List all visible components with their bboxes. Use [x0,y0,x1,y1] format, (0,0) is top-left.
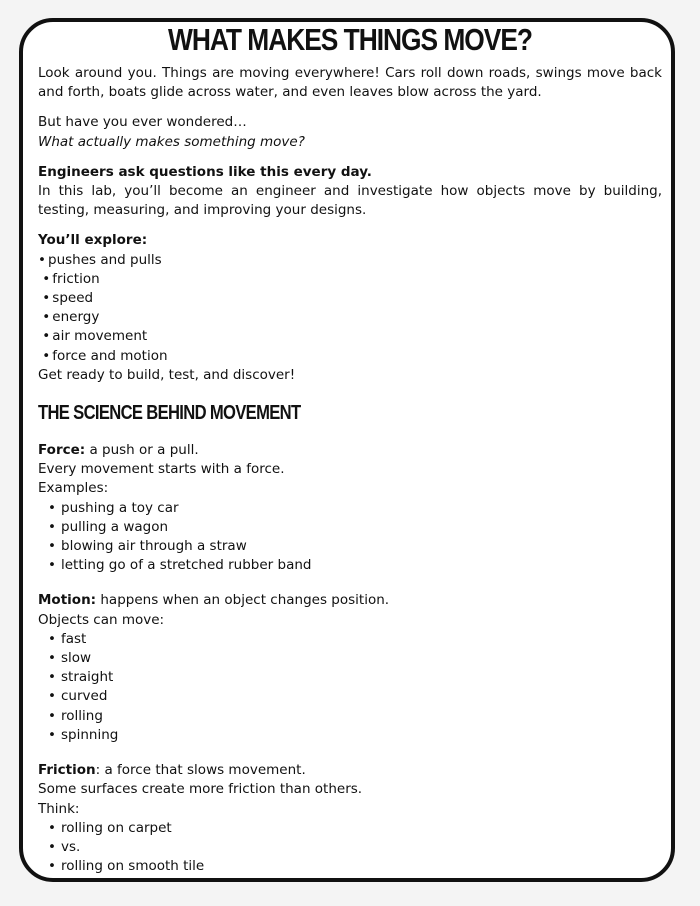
force-examples-label: Examples: [38,480,109,497]
wonder-line: But have you ever wondered… [38,114,247,131]
list-item: • pushing a toy car [38,499,662,518]
friction-think-label: Think: [38,800,80,817]
list-item: • rolling [38,707,662,726]
list-item: • spinning [38,726,662,745]
friction-list [38,819,662,877]
motion-term: Motion: [38,592,97,609]
list-item: • blowing air through a straw [38,537,662,556]
intro-paragraph: Look around you. Things are moving everywhere! Cars roll down roads, swings move back and forth, boats glide across water, and even leaves blow across the yard. [38,65,662,101]
page-title: WHAT MAKES THINGS MOVE? [168,22,532,57]
motion-list [38,630,662,745]
list-item: • fast [38,630,662,649]
friction-definition: Friction: a force that slows movement. [38,762,306,779]
science-heading: THE SCIENCE BEHIND MOVEMENT [38,402,301,425]
lab-description: In this lab, you’ll become an engineer and investigate how objects move by building, testing, measuring, and improving your designs. [38,183,662,219]
explore-heading: You’ll explore: [38,232,148,249]
list-item: • energy [42,309,100,326]
list-item: • letting go of a stretched rubber band [38,556,662,575]
document-content [38,22,662,876]
force-term: Force: [38,442,86,459]
closing-line: Get ready to build, test, and discover! [38,366,296,383]
friction-term: Friction [38,762,96,779]
list-item: • rolling on carpet [38,819,662,838]
engineers-line: Engineers ask questions like this every day. [38,163,372,180]
force-definition: Force: a push or a pull. [38,442,199,459]
friction-line: Some surfaces create more friction than others. [38,781,363,798]
list-item: • pulling a wagon [38,518,662,537]
list-item: • curved [38,687,662,706]
force-line: Every movement starts with a force. [38,461,285,478]
motion-definition: Motion: happens when an object changes position. [38,592,390,609]
wonder-question: What actually makes something move? [38,133,305,150]
list-item: • pushes and pulls [38,251,162,268]
list-item: • speed [42,290,94,307]
list-item: • force and motion [42,347,168,364]
list-item: • friction [42,270,100,287]
list-item: • slow [38,649,662,668]
list-item: • vs. [38,838,662,857]
force-examples-list [38,499,662,576]
motion-line: Objects can move: [38,611,165,628]
list-item: • rolling on smooth tile [38,857,662,876]
explore-list [38,251,662,366]
list-item: • air movement [42,328,148,345]
list-item: • straight [38,668,662,687]
